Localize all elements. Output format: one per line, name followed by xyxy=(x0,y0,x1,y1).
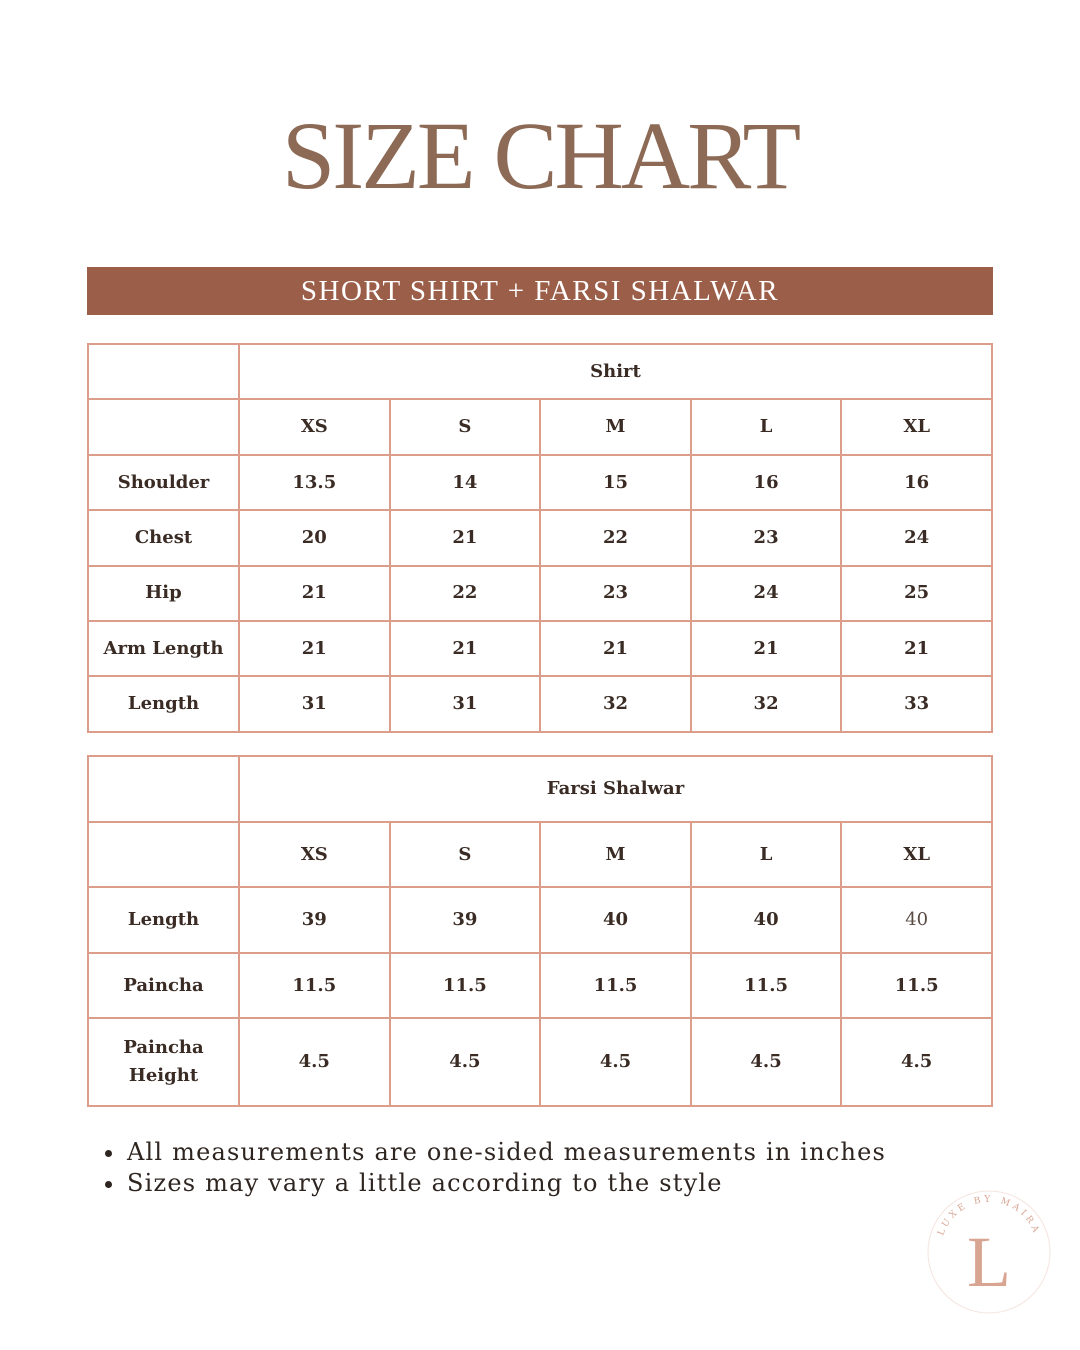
table-cell: 21 xyxy=(239,621,390,676)
table-cell: 16 xyxy=(691,455,842,510)
table-cell: 21 xyxy=(540,621,691,676)
table-cell: 14 xyxy=(390,455,541,510)
size-header: L xyxy=(691,822,842,887)
table-cell: 21 xyxy=(691,621,842,676)
table-cell: 11.5 xyxy=(390,953,541,1018)
size-header: XS xyxy=(239,399,390,454)
table-row xyxy=(88,953,992,1018)
table-cell: 39 xyxy=(239,887,390,953)
table-row xyxy=(88,621,992,676)
table-cell: 21 xyxy=(841,621,992,676)
table-cell: 4.5 xyxy=(390,1018,541,1106)
brand-logo xyxy=(925,1188,1053,1316)
list-item: All measurements are one-sided measurements in inches xyxy=(105,1137,886,1168)
row-label: Length xyxy=(88,676,239,731)
table-cell: 21 xyxy=(239,566,390,621)
table-cell: 21 xyxy=(390,621,541,676)
table-cell: 33 xyxy=(841,676,992,731)
table-row xyxy=(88,887,992,953)
shalwar-size-table xyxy=(87,755,993,1107)
size-header: M xyxy=(540,399,691,454)
row-label: Hip xyxy=(88,566,239,621)
section-banner: SHORT SHIRT + FARSI SHALWAR xyxy=(87,267,993,315)
table-cell: 31 xyxy=(239,676,390,731)
table-row xyxy=(88,455,992,510)
table-cell: 16 xyxy=(841,455,992,510)
table-header-row xyxy=(88,756,992,822)
table-cell: 11.5 xyxy=(691,953,842,1018)
table-cell: 15 xyxy=(540,455,691,510)
table-cell: 23 xyxy=(540,566,691,621)
row-label: Arm Length xyxy=(88,621,239,676)
row-label: Paincha xyxy=(88,953,239,1018)
size-header: S xyxy=(390,822,541,887)
row-label: Shoulder xyxy=(88,455,239,510)
table-cell: 22 xyxy=(390,566,541,621)
table-cell: 40 xyxy=(841,887,992,953)
shirt-size-table xyxy=(87,343,993,733)
page-title: SIZE CHART xyxy=(281,102,799,209)
table-row xyxy=(88,1018,992,1106)
table-row xyxy=(88,566,992,621)
table-cell: 4.5 xyxy=(841,1018,992,1106)
table-cell: 4.5 xyxy=(691,1018,842,1106)
size-header: XL xyxy=(841,399,992,454)
table-cell: 4.5 xyxy=(239,1018,390,1106)
size-header: L xyxy=(691,399,842,454)
logo-arc-text: LUXE BY MAIRA xyxy=(936,1194,1042,1238)
table-cell: 32 xyxy=(540,676,691,731)
table-size-row xyxy=(88,822,992,887)
table-cell: 11.5 xyxy=(841,953,992,1018)
table-row xyxy=(88,676,992,731)
table-corner-cell xyxy=(88,344,239,399)
table-corner-cell xyxy=(88,399,239,454)
table-cell: 24 xyxy=(691,566,842,621)
table-cell: 24 xyxy=(841,510,992,565)
logo-letter: L xyxy=(967,1222,1011,1302)
table-cell: 40 xyxy=(691,887,842,953)
table-cell: 31 xyxy=(390,676,541,731)
size-header: M xyxy=(540,822,691,887)
row-label: Length xyxy=(88,887,239,953)
row-label: Chest xyxy=(88,510,239,565)
table-cell: 4.5 xyxy=(540,1018,691,1106)
table-cell: 25 xyxy=(841,566,992,621)
table-cell: 40 xyxy=(540,887,691,953)
size-header: XL xyxy=(841,822,992,887)
table-row xyxy=(88,510,992,565)
size-header: XS xyxy=(239,822,390,887)
list-item: Sizes may vary a little according to the style xyxy=(105,1168,886,1199)
size-header: S xyxy=(390,399,541,454)
table-cell: 13.5 xyxy=(239,455,390,510)
table-group-header: Farsi Shalwar xyxy=(239,756,992,822)
table-cell: 11.5 xyxy=(540,953,691,1018)
row-label: Paincha Height xyxy=(88,1018,239,1106)
notes-list xyxy=(105,1137,886,1199)
table-cell: 11.5 xyxy=(239,953,390,1018)
table-header-row xyxy=(88,344,992,399)
table-group-header: Shirt xyxy=(239,344,992,399)
table-cell: 39 xyxy=(390,887,541,953)
table-size-row xyxy=(88,399,992,454)
table-cell: 32 xyxy=(691,676,842,731)
table-cell: 21 xyxy=(390,510,541,565)
table-cell: 23 xyxy=(691,510,842,565)
table-cell: 20 xyxy=(239,510,390,565)
table-cell: 22 xyxy=(540,510,691,565)
table-corner-cell xyxy=(88,756,239,822)
table-corner-cell xyxy=(88,822,239,887)
